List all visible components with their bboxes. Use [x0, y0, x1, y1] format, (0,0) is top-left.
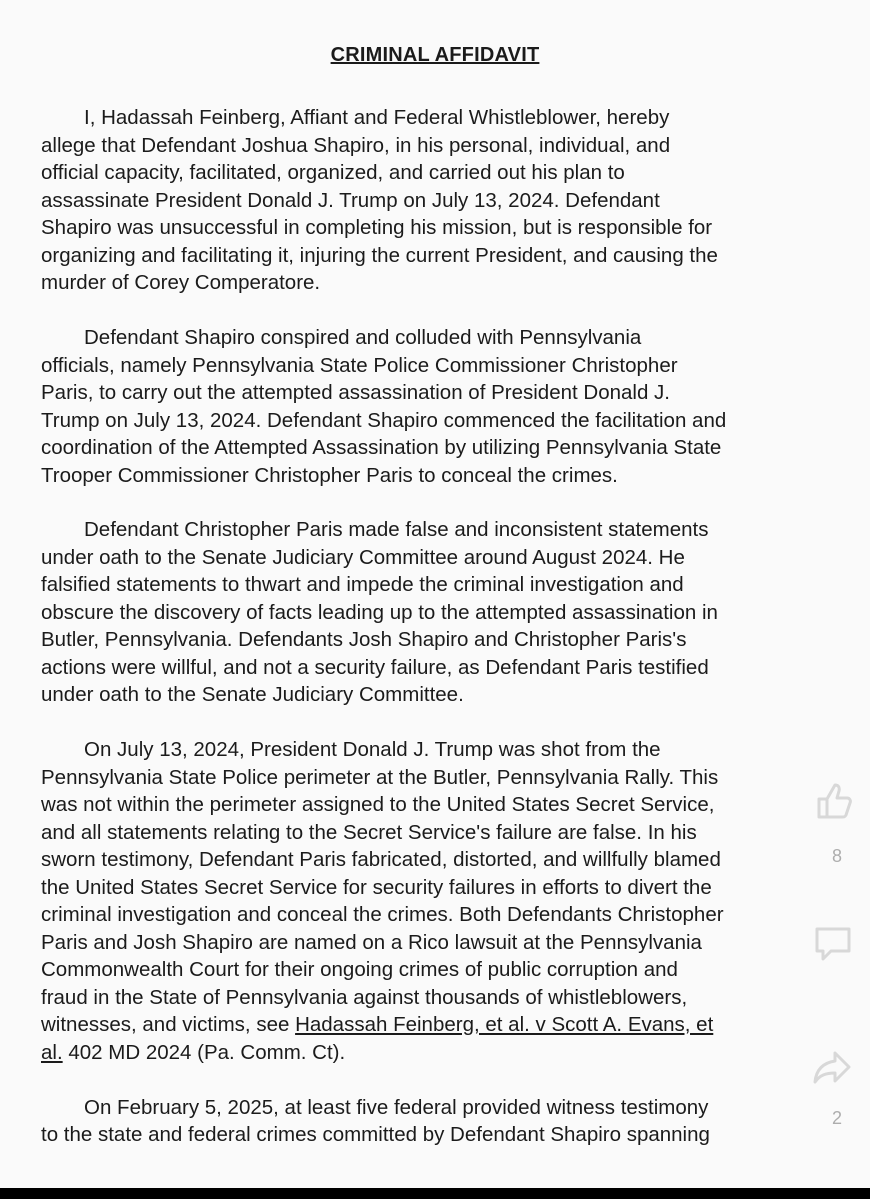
paragraph-1-line-7: murder of Corey Comperatore.	[41, 271, 321, 294]
paragraph-3-line-7: under oath to the Senate Judiciary Committee.	[41, 683, 464, 706]
paragraph-2-line-6: Trooper Commissioner Christopher Paris to conceal the crimes.	[41, 464, 618, 487]
comment-icon	[811, 921, 855, 965]
like-button[interactable]	[802, 770, 864, 832]
paragraph-2-line-2: officials, namely Pennsylvania State Police Commissioner Christopher	[41, 354, 678, 377]
paragraph-4-line-2: Pennsylvania State Police perimeter at the Butler, Pennsylvania Rally. This	[41, 766, 719, 789]
paragraph-4-line-3: was not within the perimeter assigned to the United States Secret Service,	[41, 793, 715, 816]
case-citation-part-1: Hadassah Feinberg, et al. v Scott A. Evans, et	[295, 1013, 714, 1036]
paragraph-4-line-4: and all statements relating to the Secret Service's failure are false. In his	[41, 821, 697, 844]
paragraph-1-line-1: I, Hadassah Feinberg, Affiant and Federal Whistleblower, hereby	[84, 106, 670, 129]
case-citation-tail: 402 MD 2024 (Pa. Comm. Ct).	[68, 1041, 346, 1064]
paragraph-4-line-5: sworn testimony, Defendant Paris fabricated, distorted, and willfully blamed	[41, 848, 721, 871]
paragraph-4-line-12	[41, 1041, 345, 1065]
paragraph-3-line-3: falsified statements to thwart and impede the criminal investigation and	[41, 573, 684, 596]
paragraph-4-line-11-text: witnesses, and victims, see	[41, 1013, 290, 1036]
paragraph-2-line-1: Defendant Shapiro conspired and colluded with Pennsylvania	[84, 326, 642, 349]
paragraph-5-line-2: to the state and federal crimes committed by Defendant Shapiro spanning	[41, 1123, 710, 1146]
paragraph-3-line-6: actions were willful, and not a security failure, as Defendant Paris testified	[41, 656, 709, 679]
paragraph-3-line-1: Defendant Christopher Paris made false and inconsistent statements	[84, 518, 709, 541]
case-citation-part-2: al.	[41, 1041, 63, 1064]
like-icon	[811, 779, 855, 823]
bottom-black-bar	[0, 1188, 870, 1199]
paragraph-4-line-11	[41, 1013, 713, 1037]
paragraph-3-line-4: obscure the discovery of facts leading up to the attempted assassination in	[41, 601, 718, 624]
share-button[interactable]	[802, 1036, 864, 1098]
paragraph-4-line-8: Paris and Josh Shapiro are named on a Rico lawsuit at the Pennsylvania	[41, 931, 702, 954]
paragraph-1-line-6: organizing and facilitating it, injuring the current President, and causing the	[41, 244, 718, 267]
paragraph-4-line-6: the United States Secret Service for security failures in efforts to divert the	[41, 876, 712, 899]
paragraph-2-line-5: coordination of the Attempted Assassination by utilizing Pennsylvania State	[41, 436, 722, 459]
paragraph-4-line-10: fraud in the State of Pennsylvania against thousands of whistleblowers,	[41, 986, 688, 1009]
paragraph-5-line-1: On February 5, 2025, at least five federal provided witness testimony	[84, 1096, 709, 1119]
paragraph-1-line-5: Shapiro was unsuccessful in completing his mission, but is responsible for	[41, 216, 713, 239]
share-count: 2	[831, 1108, 842, 1128]
paragraph-1-line-3: official capacity, facilitated, organized, and carried out his plan to	[41, 161, 625, 184]
paragraph-1-line-4: assassinate President Donald J. Trump on July 13, 2024. Defendant	[41, 189, 660, 212]
paragraph-4-line-7: criminal investigation and conceal the crimes. Both Defendants Christopher	[41, 903, 724, 926]
paragraph-2-line-3: Paris, to carry out the attempted assassination of President Donald J.	[41, 381, 670, 404]
paragraph-2-line-4: Trump on July 13, 2024. Defendant Shapiro commenced the facilitation and	[41, 409, 727, 432]
share-icon	[811, 1045, 855, 1089]
paragraph-3-line-5: Butler, Pennsylvania. Defendants Josh Shapiro and Christopher Paris's	[41, 628, 687, 651]
paragraph-4-line-1: On July 13, 2024, President Donald J. Trump was shot from the	[84, 738, 661, 761]
paragraph-3-line-2: under oath to the Senate Judiciary Committee around August 2024. He	[41, 546, 685, 569]
paragraph-1-line-2: allege that Defendant Joshua Shapiro, in his personal, individual, and	[41, 134, 671, 157]
like-count: 8	[831, 846, 842, 866]
document-title: CRIMINAL AFFIDAVIT	[330, 44, 540, 66]
paragraph-4-line-9: Commonwealth Court for their ongoing crimes of public corruption and	[41, 958, 678, 981]
comment-button[interactable]	[802, 912, 864, 974]
